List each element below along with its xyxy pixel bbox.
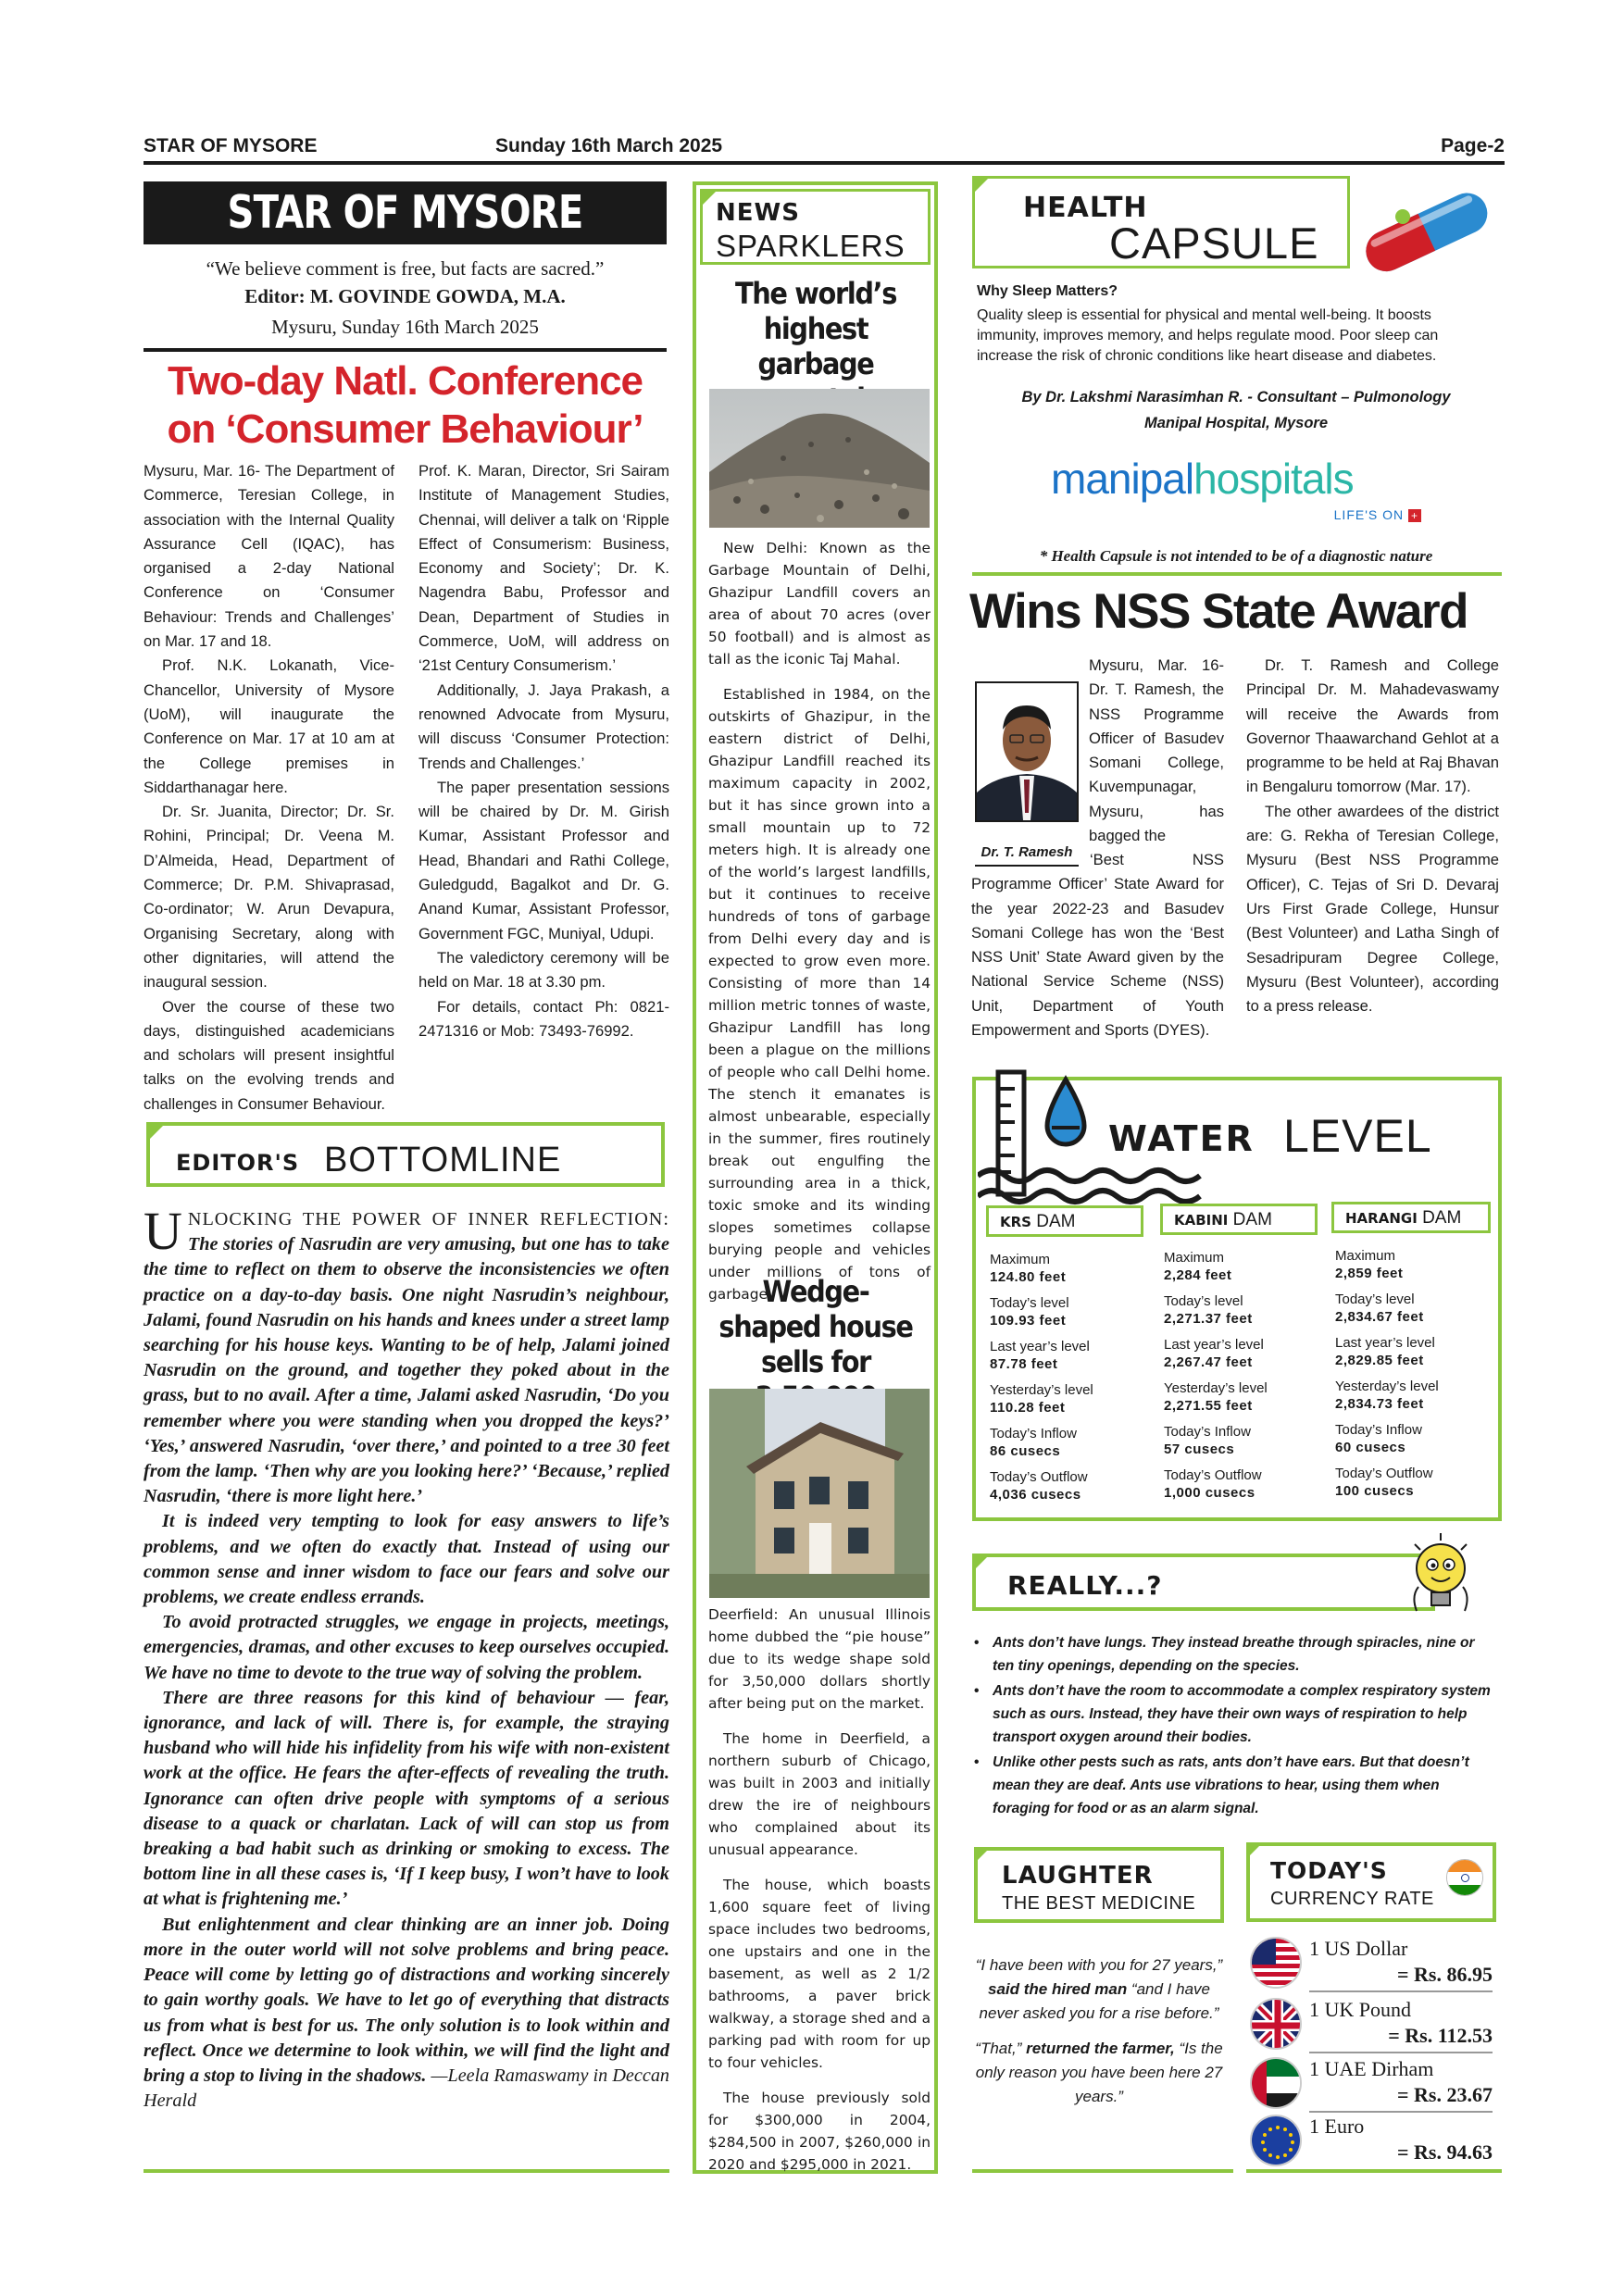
logo-manipal: manipal: [1051, 455, 1194, 503]
water-label-bold: WATER: [1108, 1118, 1255, 1159]
dam-row-value: 2,834.73 feet: [1335, 1396, 1424, 1412]
currency-name: 1 UAE Dirham: [1309, 2057, 1434, 2080]
conference-para: The paper presentation sessions will be chaired by Dr. M. Girish Kumar, Assistant Professor and Head, Bhandari and Rathi College, Guledgudd, Bagalkot and Dr. G. Anand Kumar, Assistant Professor, Government FGC, Muniyal, Udupi.: [418, 778, 669, 942]
masthead-motto: “We believe comment is free, but facts are sacred.”: [206, 257, 605, 280]
really-list: [972, 1631, 1500, 1822]
conference-para: For details, contact Ph: 0821-2471316 or Mob: 73493-76992.: [418, 997, 669, 1040]
joke-quote-1-rest: “and I have never asked you for a rise before.”: [979, 1980, 1219, 2022]
house-para: Deerfield: An unusual Illinois home dubbed the “pie house” due to its wedge shape sold for 3,50,000 dollars shortly after being put on the market.: [708, 1606, 931, 1712]
dam-row-label: Today’s Inflow: [990, 1426, 1077, 1441]
currency-name: 1 US Dollar: [1309, 1937, 1408, 1960]
really-label-box: [972, 1554, 1435, 1611]
laughter-label-light: THE BEST MEDICINE: [1002, 1893, 1196, 1914]
editorial-para-5: But enlightenment and clear thinking are an inner job. Doing more in the outer world will not solve problems and bring peace. Peace will come by letting go of distractions and working sincerely to gain worthy goals. We have to let go of everything that distracts us from what is best for us. The only solution is to look within and reflect. Once we determine to look within, we will find the light and bring a stop to living in the shadows.: [144, 1914, 669, 2086]
uae-flag-icon: [1250, 2057, 1302, 2109]
joke-line-2: [974, 2037, 1224, 2109]
really-label: REALLY...?: [1007, 1570, 1163, 1601]
sparklers-label-box: [700, 189, 931, 265]
dam-label-harangi: [1331, 1202, 1491, 1233]
house-headline: Wedge-shaped house sells for: [718, 1274, 913, 1379]
dam-name-light: DAM: [1036, 1212, 1076, 1231]
header-date: Sunday 16th March 2025: [495, 135, 723, 156]
dam-row-label: Today’s Outflow: [990, 1469, 1088, 1485]
dam-row-value: 1,000 cusecs: [1164, 1485, 1255, 1501]
currency-name: 1 Euro: [1309, 2115, 1365, 2138]
house-para: The house, which boasts 1,600 square feet of living space includes two bedrooms, one upstairs and one in the basement, as well as 2 1/2 bathrooms, a paver brick walkway, a storage shed and a parking pad with room for up to four vehicles.: [708, 1877, 931, 2071]
conference-para: Over the course of these two days, distinguished academicians and scholars will present insightful talks on the evolving trends and challenges in Consumer Behaviour.: [144, 997, 394, 1113]
laughter-bottom-rule: [972, 2169, 1233, 2173]
editorial-body: [144, 1201, 670, 2114]
eu-flag-icon: [1250, 2115, 1302, 2166]
conference-column-2: [418, 459, 669, 1043]
garbage-headline: The world’s highest garbage: [734, 276, 897, 381]
joke-line-1: [974, 1953, 1224, 2026]
lightbulb-icon: [1405, 1531, 1476, 1624]
dam-row-value: 110.28 feet: [990, 1400, 1066, 1416]
health-bottom-rule: [972, 572, 1502, 576]
header-paper-name: STAR OF MYSORE: [144, 135, 318, 156]
wedge-house-photo: [709, 1389, 930, 1598]
dam-column-harangi: [1331, 1202, 1491, 1509]
health-question: Why Sleep Matters?: [977, 283, 1118, 299]
dr-ramesh-portrait: [977, 683, 1077, 820]
editorial-para: [144, 1610, 669, 1686]
india-flag-icon: [1446, 1859, 1483, 1896]
sparklers-label-bold: NEWS: [716, 199, 800, 227]
masthead-editor: Editor: M. GOVINDE GOWDA, M.A.: [244, 285, 566, 307]
really-item: [972, 1679, 1500, 1749]
dam-row-label: Today’s level: [990, 1295, 1069, 1311]
laughter-label-bold: LAUGHTER: [1002, 1862, 1154, 1890]
dam-row-value: 86 cusecs: [990, 1443, 1061, 1459]
health-byline-1: By Dr. Lakshmi Narasimhan R. - Consultant – Pulmonology: [1021, 389, 1451, 406]
conference-headline: [139, 357, 671, 454]
lightbulb-mascot: [1405, 1531, 1476, 1624]
nss-para: The other awardees of the district are: G. Rekha of Teresian College, Mysuru (Best NSS Programme Officer), C. Tejas of Sri D. Devaraj Urs First Grade College, Hunsur (Best Volunteer) and Latha Singh of Sesadripuram Degree College, Mysuru (Best Volunteer), according to a press release.: [1246, 802, 1499, 1016]
house-story-body: [708, 1603, 931, 2189]
currency-label-light: CURRENCY RATE: [1270, 1889, 1434, 1909]
editorial-bottom-rule: [144, 2169, 669, 2173]
dam-row-label: Yesterday’s level: [990, 1382, 1093, 1398]
dam-row-value: 2,859 feet: [1335, 1266, 1404, 1281]
us-flag-icon: [1250, 1937, 1302, 1989]
dam-rows: [986, 1237, 1143, 1504]
dam-row-label: Last year’s level: [1335, 1335, 1435, 1351]
currency-divider: [1309, 2052, 1493, 2053]
dam-label-krs: [986, 1205, 1143, 1237]
editorial-label-corner: [146, 1122, 167, 1142]
masthead-rule: [144, 348, 667, 352]
dam-row-label: Today’s Inflow: [1335, 1422, 1422, 1438]
capsule-icon: [1352, 189, 1500, 272]
dam-row-label: Today’s Outflow: [1164, 1467, 1262, 1483]
dam-row-value: 2,284 feet: [1164, 1267, 1232, 1283]
plus-icon: +: [1408, 509, 1421, 522]
editorial-para: [144, 1509, 669, 1610]
dam-row-value: 2,829.85 feet: [1335, 1353, 1424, 1368]
currency-label-corner: [1246, 1842, 1263, 1859]
laughter-label-box: [974, 1847, 1224, 1923]
dam-name-light: DAM: [1422, 1208, 1462, 1228]
house-para: The home in Deerfield, a northern suburb of Chicago, was built in 2003 and initially drew the ire of neighbours who complained about its unusual appearance.: [708, 1730, 931, 1858]
conference-para: The valedictory ceremony will be held on Mar. 18 at 3.30 pm.: [418, 948, 669, 992]
dam-row-value: 57 cusecs: [1164, 1441, 1235, 1457]
health-disclaimer: * Health Capsule is not intended to be of a diagnostic nature: [1039, 547, 1433, 565]
currency-name: 1 UK Pound: [1309, 1998, 1412, 2021]
dam-row-value: 124.80 feet: [990, 1269, 1067, 1285]
dam-row-label: Yesterday’s level: [1335, 1379, 1439, 1394]
dam-row-value: 4,036 cusecs: [990, 1487, 1081, 1503]
editorial-dropcap: U: [144, 1201, 182, 1261]
sparklers-label-light: SPARKLERS: [716, 229, 906, 263]
dam-name-light: DAM: [1232, 1210, 1272, 1229]
currency-row-gbp: [1250, 1998, 1493, 2055]
currency-row-usd: [1250, 1937, 1493, 1994]
conference-para: Mysuru, Mar. 16- The Department of Commerce, Teresian College, in association with the Internal Quality Assurance Cell (IQAC), has organised a 2-day National Conference on ‘Consumer Behaviour: Trends and Challenges’ on Mar. 17 and 18.: [144, 462, 394, 651]
garbage-para: Established in 1984, on the outskirts of Ghazipur, in the eastern district of Delhi, Ghazipur Landfill reached its maximum capacity in 2002, but it has since grown into a small mountain up to 72 meters high. It is already one of the world’s largest landfills, but it continues to receive hundreds of tons of garbage from Delhi every day and is expected to grow even more. Consisting of more than 14 million metric tonnes of waste, Ghazipur Landfill has long been a plague on the millions of people who call Delhi home. The stench it emanates is almost unbearable, especially in the summer, fires routinely break out engulfing the surrounding area in a thick, toxic smoke and its winding slopes sometimes collapse burying people and vehicles under millions of tons of garbage.: [708, 686, 931, 1303]
dam-row-value: 87.78 feet: [990, 1356, 1058, 1372]
manipal-hospitals-logo: [1051, 454, 1440, 528]
dam-row-value: 2,267.47 feet: [1164, 1354, 1253, 1370]
wedge-house-image: [709, 1389, 930, 1598]
currency-value: = Rs. 23.67: [1397, 2083, 1493, 2106]
laughter-label-corner: [974, 1847, 991, 1864]
editorial-label-light: BOTTOMLINE: [324, 1141, 562, 1179]
uk-flag-icon: [1250, 1998, 1302, 2050]
dam-row-label: Last year’s level: [1164, 1337, 1264, 1353]
dam-label-kabini: [1160, 1204, 1318, 1235]
masthead-dateline: Mysuru, Sunday 16th March 2025: [271, 316, 539, 338]
nss-para: Dr. T. Ramesh and College Principal Dr. M. Mahadevaswamy will receive the Awards from Governor Thaawarchand Gehlot at a programme to be held at Raj Bhavan in Bengaluru tomorrow (Mar. 17).: [1246, 656, 1499, 796]
dam-rows: [1160, 1235, 1318, 1503]
really-item-text: Ants don’t have the room to accommodate a complex respiratory system such as ours. Instead, they have their own ways of respiration to help transport oxygen around their bodies.: [993, 1683, 1491, 1745]
currency-value: = Rs. 94.63: [1397, 2140, 1493, 2164]
editorial-para: [144, 1686, 669, 1913]
dam-row-value: 109.93 feet: [990, 1313, 1067, 1329]
currency-value: = Rs. 112.53: [1388, 2024, 1493, 2047]
dam-row-label: Last year’s level: [990, 1339, 1090, 1354]
editorial-para-3: To avoid protracted struggles, we engage in projects, meetings, emergencies, dramas, and other excuses to keep ourselves occupied. We have no time to devote to the true way of solving the problem.: [144, 1612, 669, 1683]
dam-row-label: Today’s Outflow: [1335, 1466, 1433, 1481]
nss-headline: Wins NSS State Award: [969, 584, 1468, 639]
joke-quote-2: “That,”: [975, 2040, 1022, 2057]
dam-row-label: Today’s level: [1164, 1293, 1243, 1309]
nss-photo: [975, 681, 1079, 822]
conference-column-1: [144, 459, 394, 1117]
masthead-banner: [144, 181, 667, 244]
dam-row-label: Maximum: [1164, 1250, 1225, 1266]
editorial-label-bold: EDITOR'S: [176, 1150, 300, 1176]
bullet-icon: •: [974, 1754, 980, 1770]
dam-row-value: 2,834.67 feet: [1335, 1309, 1424, 1325]
conference-para: Prof. K. Maran, Director, Sri Sairam Institute of Management Studies, Chennai, will deliver a talk on ‘Ripple Effect of Consumerism: Business, Economy and Society’; Dr. K. Nagendra Babu, Professor and Dean, Department of Studies in Commerce, UoM, will address on ‘21st Century Consumerism.’: [418, 462, 669, 675]
dam-name-bold: KABINI: [1174, 1212, 1229, 1229]
currency-divider: [1309, 1990, 1493, 1992]
health-byline-2: Manipal Hospital, Mysore: [1143, 415, 1329, 431]
editorial-para: [144, 1201, 669, 1509]
editorial-para: [144, 1913, 669, 2115]
currency-label-box: [1246, 1842, 1496, 1922]
really-label-corner: [972, 1554, 991, 1572]
really-item: [972, 1751, 1500, 1820]
dam-row-value: 60 cusecs: [1335, 1440, 1406, 1455]
health-label-light: CAPSULE: [1109, 218, 1319, 268]
currency-row-aed: [1250, 2057, 1493, 2115]
dam-row-value: 2,271.55 feet: [1164, 1398, 1253, 1414]
dam-row-label: Maximum: [1335, 1248, 1396, 1264]
conference-para: Dr. Sr. Juanita, Director; Dr. Sr. Rohini, Principal; Dr. Veena M. D’Almeida, Head, Department of Commerce; Dr. P.M. Shivaprasad, Co-ordinator; W. Arun Devapura, Organising Secretary, along with other dignitaries, will attend the inaugural session.: [144, 803, 394, 992]
editorial-para-4: There are three reasons for this kind of behaviour — fear, ignorance, and lack of will. There is, for example, the straying husband who will hide his infidelity from his wife with non-existent work at the office. He fears the after-effects of revealing the truth. Ignorance can often drive people with symptoms of a serious disease to a quack or charlatan. Lack of will can stop us from breaking a bad habit such as drinking or smoking to excess. The bottom line in all these cases is, ‘If I keep busy, I won’t have to look at what is frightening me.’: [144, 1687, 669, 1910]
conference-headline-line1: Two-day Natl. Conference: [167, 358, 643, 404]
really-item-text: Ants don’t have lungs. They instead breathe through spiracles, nine or ten tiny openings, depending on the species.: [993, 1635, 1475, 1674]
editorial-credit: —Leela Ramaswamy in Deccan Herald: [144, 2065, 670, 2112]
dam-rows: [1331, 1233, 1491, 1501]
header-page-number: Page-2: [1441, 135, 1505, 156]
health-label-corner: [972, 176, 991, 194]
dam-name-bold: KRS: [1000, 1214, 1031, 1230]
currency-value: = Rs. 86.95: [1397, 1963, 1493, 1986]
garbage-mountain-image: [709, 389, 930, 528]
dam-row-label: Yesterday’s level: [1164, 1380, 1268, 1396]
dam-row-value: 2,271.37 feet: [1164, 1311, 1253, 1327]
editorial-lead-caps: NLOCKING THE POWER OF INNER REFLECTION:: [187, 1209, 669, 1229]
bullet-icon: •: [974, 1683, 980, 1699]
house-para: The house previously sold for $300,000 in 2004, $284,500 in 2007, $260,000 in 2020 and $295,000 in 2021.: [708, 2090, 931, 2173]
joke-attr-2: returned the farmer,: [1026, 2040, 1175, 2057]
dam-row-value: 100 cusecs: [1335, 1483, 1415, 1499]
dam-row-label: Today’s level: [1335, 1292, 1415, 1307]
really-item-text: Unlike other pests such as rats, ants don’t have ears. But that doesn’t mean they are deaf. Ants use vibrations to hear, using them when foraging for food or as an alarm signal.: [993, 1754, 1469, 1816]
editorial-para-1: The stories of Nasrudin are very amusing, but one has to take the time to reflect on them to observe the inconsistencies we often practice on a day-to-day basis. One night Nasrudin’s neighbour, Jalami, found Nasrudin on his hands and knees under a street lamp searching for his house keys. Wanting to be of help, Jalami joined Nasrudin on the ground, and together they poked about in the grass, but to no avail. After a time, Jalami asked Nasrudin, ‘Do you remember where you were standing when you dropped the keys?’ ‘Yes,’ answered Nasrudin, ‘over there,’ and pointed to a tree 30 feet from the lamp. ‘Then why are you looking here?’ ‘Because,’ replied Nasrudin, ‘there is more light here.’: [144, 1234, 669, 1507]
currency-divider: [1309, 2111, 1493, 2113]
header-rule: [144, 161, 1505, 165]
logo-tagline-text: LIFE'S ON: [1333, 507, 1405, 522]
joke-attr-1: said the hired man: [988, 1980, 1128, 1998]
dam-column-krs: [986, 1205, 1143, 1513]
health-text: Quality sleep is essential for physical and mental well-being. It boosts immunity, improves memory, and helps regulate mood. Poor sleep can increase the risk of chronic conditions like heart disease and diabetes.: [977, 307, 1439, 364]
garbage-story-body: [708, 537, 931, 1318]
health-label-box: [972, 176, 1350, 268]
dam-row-label: Maximum: [990, 1252, 1051, 1267]
dam-row-label: Today’s Inflow: [1164, 1424, 1251, 1440]
editorial-para-2: It is indeed very tempting to look for easy answers to life’s problems, and we often do exactly that. Instead of using our common sense and inner wisdom to face our fears and solve our problems, we create endless errands.: [144, 1511, 669, 1608]
bullet-icon: •: [974, 1635, 980, 1651]
garbage-mountain-photo: [709, 389, 930, 528]
logo-hospitals: hospitals: [1193, 455, 1354, 503]
dam-name-bold: HARANGI: [1345, 1210, 1418, 1227]
currency-row-eur: [1250, 2115, 1493, 2172]
nss-column-2: [1246, 654, 1499, 1018]
conference-para: Additionally, J. Jaya Prakash, a renowned Advocate from Mysuru, will discuss ‘Consumer Protection: Trends and Challenges.’: [418, 680, 669, 772]
laughter-joke: [974, 1953, 1224, 2109]
nss-photo-caption: Dr. T. Ramesh: [981, 844, 1073, 860]
garbage-para: New Delhi: Known as the Garbage Mountain of Delhi, Ghazipur Landfill covers an area of about 70 acres (over 50 football) and is almost as tall as the iconic Taj Mahal.: [708, 540, 931, 668]
currency-bottom-rule: [1246, 2169, 1502, 2173]
joke-quote-2-rest: “Is the only reason you have been here 27 years.”: [975, 2040, 1223, 2105]
editorial-label-box: [146, 1122, 665, 1187]
conference-headline-line2: on ‘Consumer Behaviour’: [167, 406, 643, 452]
joke-quote-1: “I have been with you for 27 years,”: [975, 1956, 1223, 1974]
conference-para: Prof. N.K. Lokanath, Vice-Chancellor, University of Mysore (UoM), will inaugurate the Conference on Mar. 17 at 10 am at the College premises in Siddarthanagar here.: [144, 656, 394, 796]
really-item: [972, 1631, 1500, 1678]
nss-col1-rest: ‘Best NSS Programme Officer’ State Award for the year 2022-23 and Basudev Somani College has won the ‘Best NSS Unit’ State Award given by the National Service Scheme (NSS) Unit, Department of Youth Empowerment and Sports (DYES).: [971, 851, 1224, 1040]
masthead-title: STAR OF MYSORE: [227, 186, 583, 239]
currency-label-bold: TODAY'S: [1270, 1857, 1388, 1884]
health-label-bold: HEALTH: [1023, 192, 1148, 224]
pill-capsule-icon: [1352, 189, 1500, 272]
nss-col1-top: Mysuru, Mar. 16- Dr. T. Ramesh, the NSS Programme Officer of Basudev Somani College, Kuvempunagar, Mysuru, has bagged the: [1089, 656, 1224, 845]
water-label-light: LEVEL: [1283, 1110, 1432, 1162]
dam-column-kabini: [1160, 1204, 1318, 1511]
logo-tagline: [1334, 507, 1421, 522]
